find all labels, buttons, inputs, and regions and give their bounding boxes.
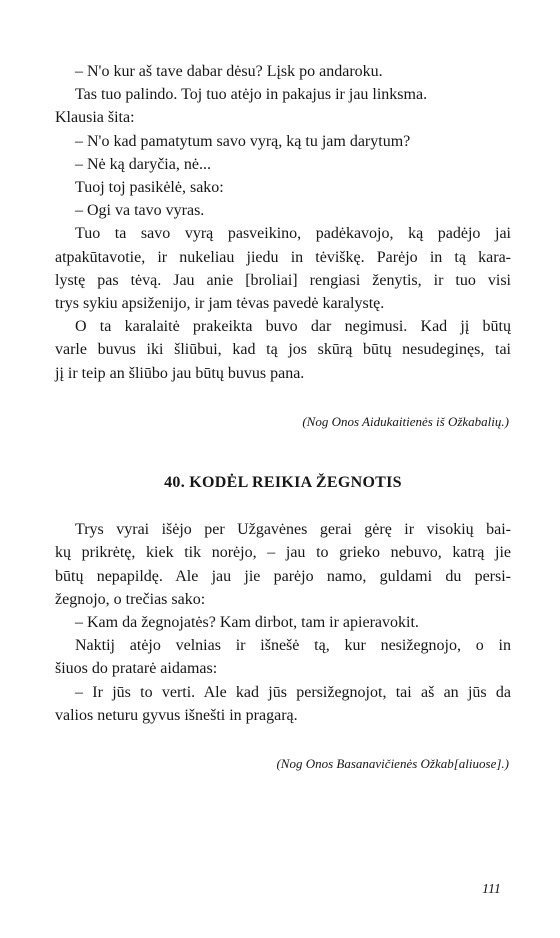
text-line: – Nė ką daryčia, nė...	[75, 155, 211, 173]
text-line: Trys vyrai išėjo per Užgavėnes gerai gėrę ir visokių bai-	[75, 521, 511, 539]
text-line: šiuos do pratarė aidamas:	[55, 660, 218, 678]
text-line: – Ogi va tavo vyras.	[75, 202, 205, 220]
text-line: jį ir teip an šliūbo jau būtų buvus pana.	[55, 364, 305, 382]
story-40-body	[55, 518, 511, 775]
text-line: varle buvus iki šliūbui, kad tą jos skūrą būtų nesudeginęs, tai	[55, 341, 511, 359]
text-line: Tuoj toj pasikėlė, sako:	[75, 179, 224, 197]
text-line: trys sykiu apsiženijo, ir jam tėvas pavedė karalystę.	[55, 295, 385, 313]
text-line: lystę pas tėvą. Jau anie [broliai] rengiasi ženytis, ir tuo visi	[55, 271, 511, 289]
page-number: 111	[482, 882, 501, 897]
text-line: kų prikrėtę, kiek tik norėjo, – jau to grieko nebuvo, katrą jie	[55, 544, 511, 562]
page-text	[55, 60, 511, 775]
text-line: būtų nepapildę. Ale jau jie parėjo namo, guldami du persi-	[55, 567, 511, 585]
text-line: atpakūtavotie, ir nukeliau jiedu in tėviškę. Parėjo in tą kara-	[55, 248, 511, 266]
story-ending	[55, 60, 511, 433]
text-line: Tuo ta savo vyrą pasveikino, padėkavojo, ką padėjo jai	[75, 225, 511, 243]
story-heading: 40. KODĖL REIKIA ŽEGNOTIS	[164, 474, 402, 492]
text-line: žegnojo, o trečias sako:	[55, 590, 206, 608]
text-line: – Kam da žegnojatės? Kam dirbot, tam ir apieravokit.	[75, 614, 419, 632]
text-line: Tas tuo palindo. Toj tuo atėjo in pakajus ir jau linksma.	[75, 86, 428, 104]
source-attribution: (Nog Onos Aidukaitienės iš Ožkabalių.)	[302, 413, 509, 429]
text-line: valios neturu gyvus išnešti in pragarą.	[55, 706, 298, 724]
source-attribution: (Nog Onos Basanavičienės Ožkab[aliuose].)	[276, 756, 509, 772]
text-line: – N'o kur aš tave dabar dėsu? Lįsk po andaroku.	[75, 63, 383, 80]
text-line: Klausia šita:	[55, 109, 135, 127]
text-line: Naktij atėjo velnias ir išnešė tą, kur nesižegnojo, o in	[75, 637, 511, 655]
text-line: O ta karalaitė prakeikta buvo dar negimusi. Kad jį būtų	[75, 318, 511, 336]
text-line: – Ir jūs to verti. Ale kad jūs persižegnojot, tai aš an jūs da	[75, 683, 511, 701]
text-line: – N'o kad pamatytum savo vyrą, ką tu jam darytum?	[75, 132, 411, 150]
